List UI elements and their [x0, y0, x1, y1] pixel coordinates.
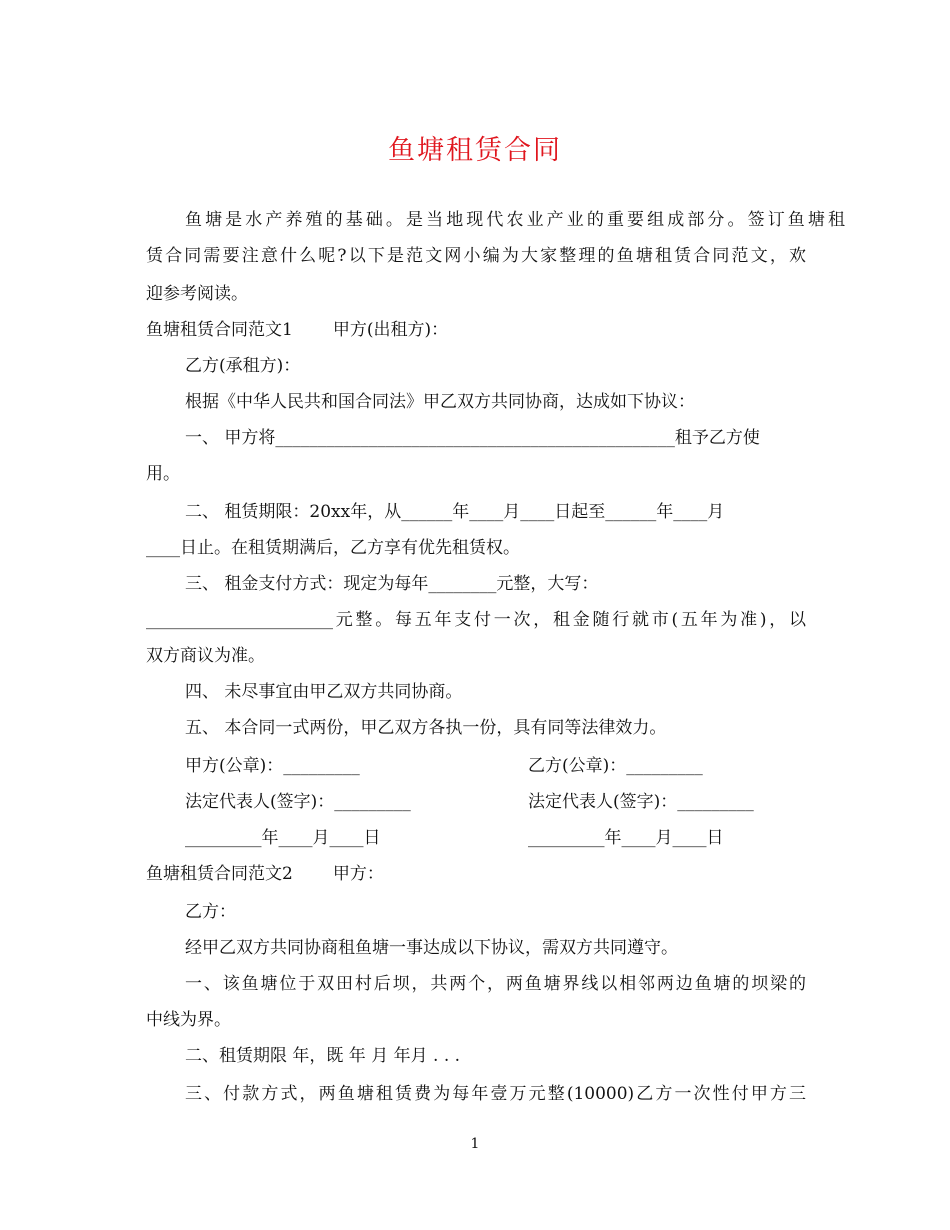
sample2-heading-row [146, 856, 806, 892]
sample2-party-a: 甲方： [332, 864, 384, 884]
sample1-clause1-line1: 一、 甲方将_______________________________________________租予乙方使 [185, 428, 760, 448]
party-a-date: _________年____月____日 [185, 828, 381, 848]
sample1-clause4: 四、 未尽事宜由甲乙双方共同协商。 [185, 682, 463, 702]
sample2-clause1-line1: 一、该鱼塘位于双田村后坝，共两个，两鱼塘界线以相邻两边鱼塘的坝梁的 [185, 974, 806, 994]
sample2-clause3-line1: 三、付款方式，两鱼塘租赁费为每年壹万元整(10000)乙方一次性付甲方三 [185, 1084, 806, 1104]
sample1-party-b: 乙方(承租方)： [185, 356, 301, 376]
document-title: 鱼塘租赁合同 [388, 135, 562, 166]
intro-line-3: 迎参考阅读。 [146, 284, 248, 304]
page-number: 1 [470, 1136, 480, 1152]
intro-line-1: 鱼塘是水产养殖的基础。是当地现代农业产业的重要组成部分。签订鱼塘租 [185, 210, 845, 230]
sample2-party-b: 乙方： [185, 902, 236, 922]
sample2-heading: 鱼塘租赁合同范文2 [146, 864, 293, 884]
sample1-clause2-line2: ____日止。在租赁期满后，乙方享有优先租赁权。 [146, 538, 520, 558]
party-b-date: _________年____月____日 [528, 828, 724, 848]
sample1-party-a: 甲方(出租方)： [332, 320, 449, 340]
sample1-clause3-line2: ______________________元整。每五年支付一次，租金随行就市(五年为准)，以 [146, 610, 806, 630]
sample1-clause5: 五、 本合同一式两份，甲乙双方各执一份，具有同等法律效力。 [185, 718, 667, 738]
sample1-clause1-line2: 用。 [146, 464, 180, 484]
party-a-seal: 甲方(公章)：_________ [185, 756, 360, 776]
sample1-clause3-line3: 双方商议为准。 [146, 646, 265, 666]
sample2-preamble: 经甲乙双方共同协商租鱼塘一事达成以下协议，需双方共同遵守。 [185, 938, 678, 958]
sample1-heading-row [146, 312, 806, 348]
sample1-clause3-line1: 三、 租金支付方式：现定为每年________元整，大写： [185, 574, 599, 594]
party-b-seal: 乙方(公章)：_________ [528, 756, 703, 776]
sample1-preamble: 根据《中华人民共和国合同法》甲乙双方共同协商，达成如下协议： [185, 392, 695, 412]
sample2-clause1-line2: 中线为界。 [146, 1010, 231, 1030]
party-a-representative: 法定代表人(签字)：_________ [185, 792, 411, 812]
sample1-clause2-line1: 二、 租赁期限：20xx年，从______年____月____日起至______年____月 [185, 502, 725, 522]
sample1-heading: 鱼塘租赁合同范文1 [146, 320, 293, 340]
sample2-clause2: 二、租赁期限 年，既 年 月 年月 . . . [185, 1046, 461, 1066]
intro-line-2: 赁合同需要注意什么呢?以下是范文网小编为大家整理的鱼塘租赁合同范文，欢 [146, 246, 806, 266]
party-b-representative: 法定代表人(签字)：_________ [528, 792, 754, 812]
